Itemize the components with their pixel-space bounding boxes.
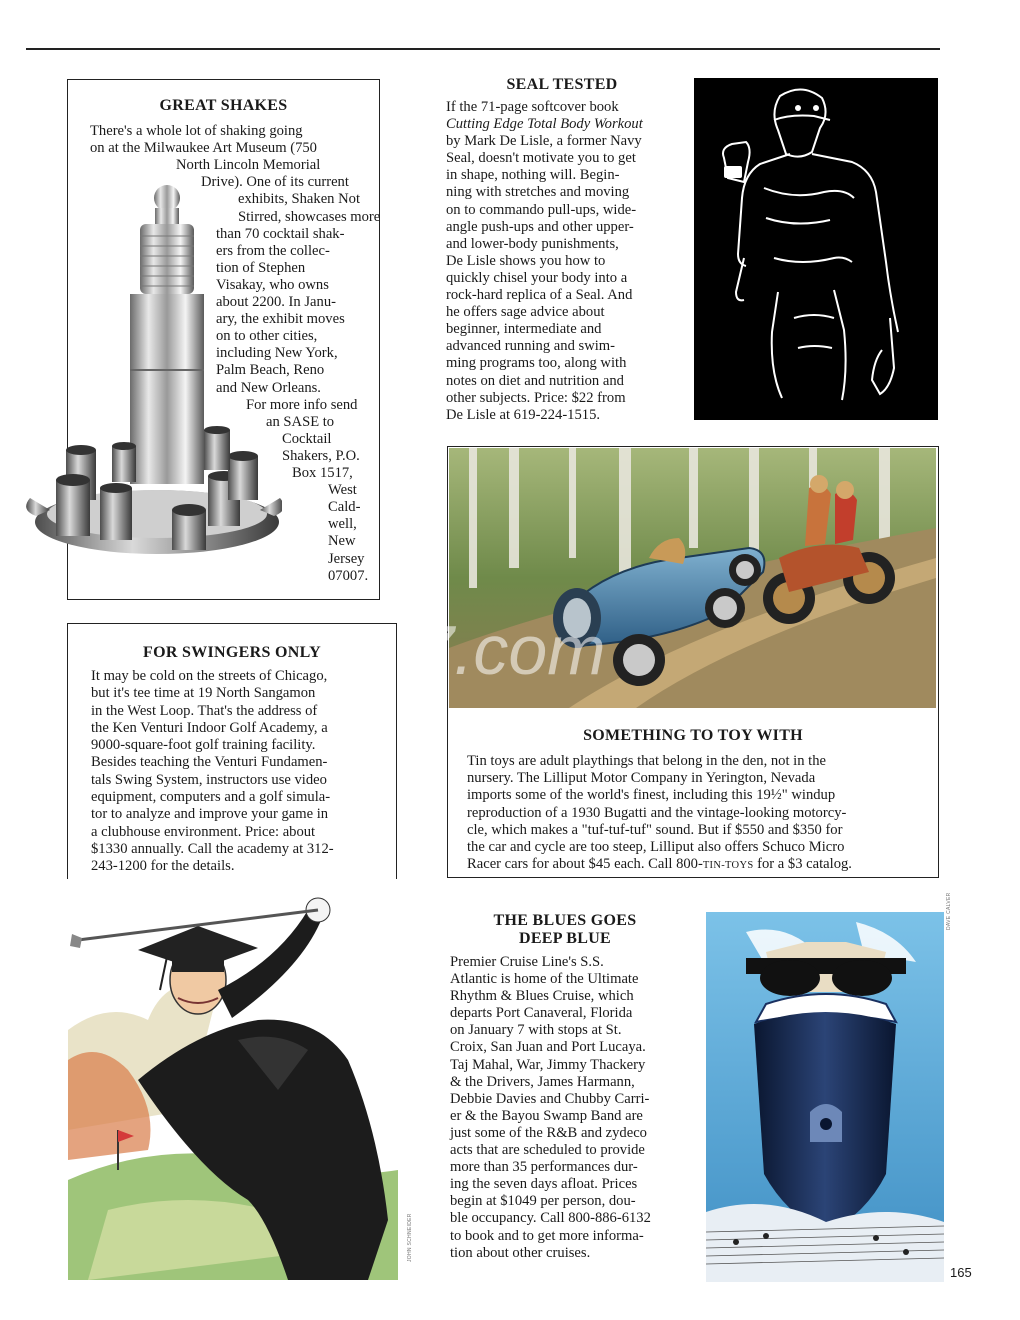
great-shakes-line: tion of Stephen xyxy=(216,259,306,276)
swingers-line: $1330 annually. Call the academy at 312- xyxy=(91,840,334,857)
seal-tested-line: quickly chisel your body into a xyxy=(446,269,628,286)
toy-last-line-a: Racer cars for about $45 each. Call 800- xyxy=(467,856,703,873)
golfer-graduate-illustration xyxy=(68,880,398,1280)
blues-line: just some of the R&B and zydeco xyxy=(450,1124,647,1141)
swingers-line: in the West Loop. That's the address of xyxy=(91,702,318,719)
blues-line: ble occupancy. Call 800-886-6132 xyxy=(450,1210,651,1227)
great-shakes-line: than 70 cocktail shak- xyxy=(216,225,345,242)
blues-line: departs Port Canaveral, Florida xyxy=(450,1005,633,1022)
great-shakes-line: ers from the collec- xyxy=(216,242,330,259)
great-shakes-line: Palm Beach, Reno xyxy=(216,362,325,379)
seal-tested-line: in shape, nothing will. Begin- xyxy=(446,167,620,184)
great-shakes-line: and New Orleans. xyxy=(216,379,321,396)
seal-tested-line: other subjects. Price: $22 from xyxy=(446,389,626,406)
tin-toys-photo xyxy=(449,448,936,708)
toy-line: imports some of the world's finest, including this 19½" windup xyxy=(467,787,836,804)
toy-body xyxy=(467,753,937,874)
toy-line: the car and cycle are too steep, Lilliput also offers Schuco Micro xyxy=(467,839,845,856)
seal-tested-body xyxy=(446,99,684,424)
blues-headline-line1: THE BLUES GOES xyxy=(493,912,637,929)
cocktail-shaker-image xyxy=(22,180,282,570)
blues-line: er & the Bayou Swamp Band are xyxy=(450,1107,643,1124)
toy-body-last-line xyxy=(467,856,937,874)
seal-tested-line: he offers sage advice about xyxy=(446,304,605,321)
great-shakes-line: an SASE to xyxy=(266,413,335,430)
blues-line: more than 35 performances dur- xyxy=(450,1159,638,1176)
swingers-line: equipment, computers and a golf simula- xyxy=(91,789,331,806)
seal-tested-line: ning with stretches and moving xyxy=(446,184,630,201)
blues-line: ing the seven days afloat. Prices xyxy=(450,1176,638,1193)
great-shakes-line: including New York, xyxy=(216,345,338,362)
blues-headline-line2: DEEP BLUE xyxy=(518,930,612,947)
ship-illustration-credit: DAVE CALVER xyxy=(946,892,952,930)
seal-tested-line: Seal, doesn't motivate you to get xyxy=(446,150,636,167)
great-shakes-line: on to other cities, xyxy=(216,328,318,345)
blues-line: on January 7 with stops at St. xyxy=(450,1022,622,1039)
great-shakes-line: about 2200. In Janu- xyxy=(216,294,336,310)
great-shakes-headline: GREAT SHAKES xyxy=(159,97,288,114)
great-shakes-line: 07007. xyxy=(328,567,369,584)
swingers-line: a clubhouse environment. Price: about xyxy=(91,823,316,840)
great-shakes-line: There's a whole lot of shaking going xyxy=(90,123,303,139)
seal-tested-line: ming programs too, along with xyxy=(446,355,627,372)
toy-line: Tin toys are adult playthings that belong in the den, not in the xyxy=(467,753,826,769)
swingers-line: It may be cold on the streets of Chicago, xyxy=(91,668,328,684)
toy-last-line-b: for a $3 catalog. xyxy=(753,856,852,873)
blues-line: Atlantic is home of the Ultimate xyxy=(450,971,639,988)
seal-tested-line: Cutting Edge Total Body Workout xyxy=(446,116,643,133)
seal-tested-headline: SEAL TESTED xyxy=(506,76,618,93)
swingers-line: tor to analyze and improve your game in xyxy=(91,806,329,823)
blues-line: Debbie Davies and Chubby Carri- xyxy=(450,1090,650,1107)
seal-tested-line: beginner, intermediate and xyxy=(446,321,602,338)
great-shakes-line: North Lincoln Memorial xyxy=(176,157,321,174)
blues-body xyxy=(450,954,690,1262)
toy-line: cle, which makes a "tuf-tuf-tuf" sound. But if $550 and $350 for xyxy=(467,821,843,838)
watermark: 7.com xyxy=(415,611,606,689)
blues-line: tion about other cruises. xyxy=(450,1244,591,1261)
great-shakes-line: Stirred, showcases more xyxy=(238,208,381,225)
great-shakes-line: New xyxy=(328,533,356,550)
swingers-headline: FOR SWINGERS ONLY xyxy=(143,644,321,661)
seal-tested-line: rock-hard replica of a Seal. And xyxy=(446,287,633,304)
seal-tested-line: and lower-body punishments, xyxy=(446,235,619,252)
seal-tested-line: angle push-ups and other upper- xyxy=(446,218,634,235)
blues-line: acts that are scheduled to provide xyxy=(450,1142,645,1159)
great-shakes-line: on at the Milwaukee Art Museum (750 xyxy=(90,140,317,157)
golf-illustration-credit: JOHN SCHNEIDER xyxy=(407,1213,413,1262)
great-shakes-line: Drive). One of its current xyxy=(201,174,349,191)
great-shakes-line: For more info send xyxy=(246,396,358,413)
blues-line: Rhythm & Blues Cruise, which xyxy=(450,988,634,1005)
seal-tested-line: De Lisle shows you how to xyxy=(446,252,606,269)
seal-tested-line: by Mark De Lisle, a former Navy xyxy=(446,133,642,150)
navy-seal-illustration xyxy=(694,78,938,420)
blues-line: begin at $1049 per person, dou- xyxy=(450,1193,636,1210)
great-shakes-line: Shakers, P.O. xyxy=(282,447,360,464)
great-shakes-line: Cocktail xyxy=(282,430,332,447)
blues-line: to book and to get more informa- xyxy=(450,1227,644,1244)
swingers-line: but it's tee time at 19 North Sangamon xyxy=(91,685,316,702)
great-shakes-line: Visakay, who owns xyxy=(216,276,329,293)
seal-tested-line: on to commando pull-ups, wide- xyxy=(446,201,637,218)
toy-headline: SOMETHING TO TOY WITH xyxy=(583,727,803,744)
toy-line: reproduction of a 1930 Bugatti and the vintage-looking motorcy- xyxy=(467,804,847,821)
blues-line: Croix, San Juan and Port Lucaya. xyxy=(450,1039,646,1056)
seal-tested-line: advanced running and swim- xyxy=(446,338,615,355)
swingers-line: 243-1200 for the details. xyxy=(91,858,235,875)
blues-line: & the Drivers, James Harmann, xyxy=(450,1073,635,1090)
toy-box xyxy=(447,446,939,878)
swingers-line: the Ken Venturi Indoor Golf Academy, a xyxy=(91,719,328,736)
toy-phone-letters: TIN-TOYS xyxy=(702,860,754,872)
great-shakes-line: West xyxy=(328,482,357,499)
swingers-box xyxy=(67,623,397,879)
blues-headline xyxy=(450,912,680,948)
cruise-ship-illustration xyxy=(706,912,944,1282)
seal-tested-line: If the 71-page softcover book xyxy=(446,99,619,115)
blues-line: Taj Mahal, War, Jimmy Thackery xyxy=(450,1056,646,1073)
seal-tested-line: notes on diet and nutrition and xyxy=(446,372,624,389)
great-shakes-line: ary, the exhibit moves xyxy=(216,311,345,328)
toy-line: nursery. The Lilliput Motor Company in Yerington, Nevada xyxy=(467,770,816,787)
blues-line: Premier Cruise Line's S.S. xyxy=(450,954,604,970)
page-number: 165 xyxy=(950,1265,972,1280)
swingers-body xyxy=(91,668,391,876)
swingers-line: 9000-square-foot golf training facility. xyxy=(91,737,316,754)
seal-tested-line: De Lisle at 619-224-1515. xyxy=(446,406,601,423)
great-shakes-line: Cald- xyxy=(328,499,361,516)
great-shakes-line: exhibits, Shaken Not xyxy=(238,191,361,208)
great-shakes-line: Jersey xyxy=(328,550,365,567)
top-rule xyxy=(26,48,940,50)
great-shakes-line: well, xyxy=(328,516,357,533)
great-shakes-line: Box 1517, xyxy=(292,465,353,481)
swingers-line: tals Swing System, instructors use video xyxy=(91,771,327,788)
swingers-line: Besides teaching the Venturi Fundamen- xyxy=(91,754,328,771)
